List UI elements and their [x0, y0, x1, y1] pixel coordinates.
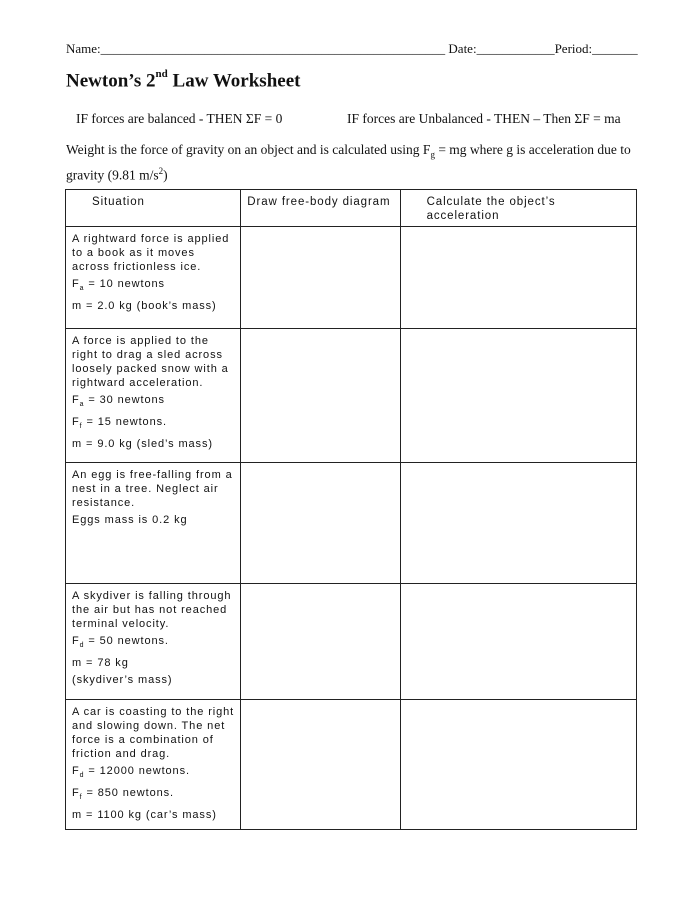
- period-blank[interactable]: _______: [592, 41, 638, 56]
- given-value: $F_a = 30$ newtons: [72, 394, 165, 409]
- given-value: m = 9.0 kg (sled’s mass): [72, 438, 213, 451]
- given-value: m = 1100 kg (car’s mass): [72, 809, 217, 822]
- student-info-line: [66, 41, 638, 57]
- given-value: (skydiver’s mass): [72, 674, 173, 687]
- free-body-diagram-cell[interactable]: [241, 584, 400, 700]
- header-situation: Situation: [66, 190, 241, 227]
- name-blank[interactable]: _____________________________________________________: [100, 41, 446, 56]
- given-value: $F_f = 15$ newtons.: [72, 416, 167, 431]
- header-free-body-diagram: Draw free-body diagram: [241, 190, 400, 227]
- given-value: Eggs mass is 0.2 kg: [72, 514, 188, 526]
- given-value: $F_d = 12000$ newtons.: [72, 765, 190, 780]
- acceleration-answer-cell[interactable]: [400, 463, 636, 584]
- date-label: Date:: [445, 41, 477, 56]
- situation-cell: [66, 463, 241, 584]
- acceleration-answer-cell[interactable]: [400, 700, 636, 830]
- free-body-diagram-cell[interactable]: [241, 329, 400, 463]
- weight-definition: Weight is the force of gravity on an object and is calculated using $F_g$ = mg where g is acceleration due to gravity (9.81 $m/s^2$): [66, 142, 631, 183]
- header-acceleration: Calculate the object’s acceleration: [400, 190, 636, 227]
- table-row: [66, 463, 637, 584]
- name-label: Name:: [66, 41, 101, 56]
- worksheet-title: Newton’s 2nd Law Worksheet: [66, 68, 301, 92]
- situation-cell: [66, 329, 241, 463]
- balanced-forces-rule: IF forces are balanced - THEN ΣF = 0: [76, 111, 283, 126]
- free-body-diagram-cell[interactable]: [241, 227, 400, 329]
- table-row: [66, 227, 637, 329]
- given-value: $F_d = 50$ newtons.: [72, 635, 169, 650]
- acceleration-answer-cell[interactable]: [400, 329, 636, 463]
- given-value: m = 2.0 kg (book’s mass): [72, 300, 217, 313]
- free-body-diagram-cell[interactable]: [241, 463, 400, 584]
- situation-description: A force is applied to the right to drag a sled across loosely packed snow with a rightward acceleration.: [72, 335, 229, 389]
- worksheet-table: [65, 189, 637, 830]
- situation-description: A car is coasting to the right and slowing down. The net force is a combination of friction and drag.: [72, 706, 235, 760]
- table-row: [66, 329, 637, 463]
- given-value: m = 78 kg: [72, 657, 129, 670]
- table-row: [66, 700, 637, 830]
- date-blank[interactable]: ____________: [476, 41, 555, 56]
- situation-description: A skydiver is falling through the air but has not reached terminal velocity.: [72, 590, 232, 630]
- free-body-diagram-cell[interactable]: [241, 700, 400, 830]
- period-label: Period:: [554, 41, 593, 56]
- given-value: $F_f = 850$ newtons.: [72, 787, 174, 802]
- situation-cell: [66, 584, 241, 700]
- situation-description: A rightward force is applied to a book as it moves across frictionless ice.: [72, 233, 230, 273]
- unbalanced-forces-rule: IF forces are Unbalanced - THEN – Then ΣF = ma: [347, 111, 621, 126]
- given-value: $F_a = 10$ newtons: [72, 278, 165, 293]
- table-row: [66, 584, 637, 700]
- table-header-row: [66, 190, 637, 227]
- situation-cell: [66, 700, 241, 830]
- situation-cell: [66, 227, 241, 329]
- acceleration-answer-cell[interactable]: [400, 227, 636, 329]
- situation-description: An egg is free-falling from a nest in a tree. Neglect air resistance.: [72, 469, 233, 509]
- acceleration-answer-cell[interactable]: [400, 584, 636, 700]
